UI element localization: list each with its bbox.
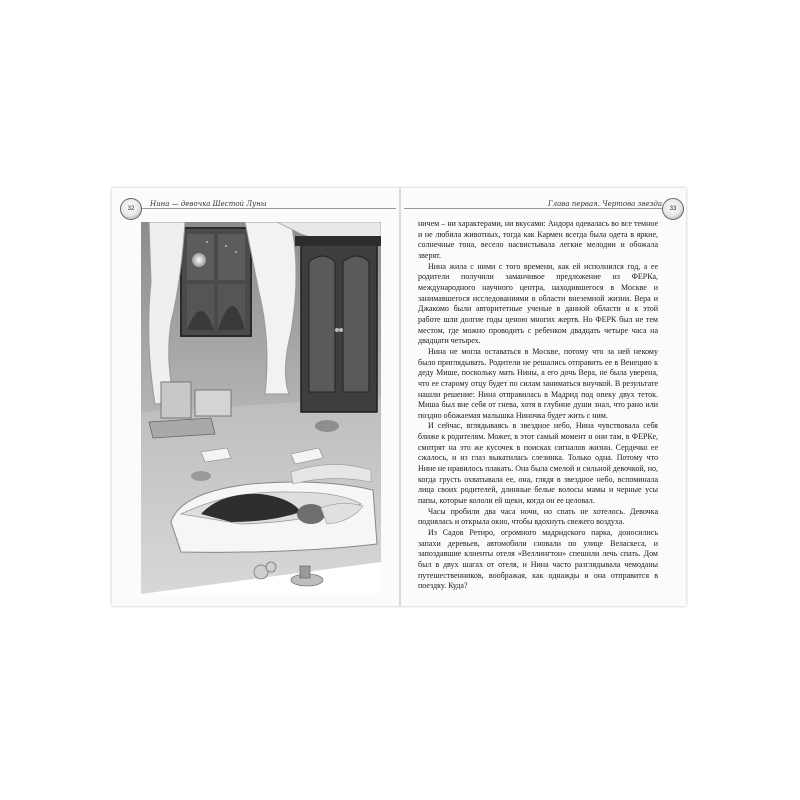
wardrobe bbox=[295, 236, 381, 412]
right-page-text bbox=[418, 219, 658, 599]
book-gutter bbox=[399, 188, 401, 606]
window bbox=[181, 228, 251, 336]
girl-head bbox=[297, 504, 325, 524]
right-running-head: Глава первая. Чертова звезда bbox=[548, 200, 663, 208]
paragraph: Нина жила с ними с того времени, как ей исполнился год, а ее родители получили заманчивое предложение из ФЕРКа, международного научного центра, находившегося в Москве и занимавшегося исследованиями в области внеземной жизни. Вера и Джакомо были авторитетные ученые в данной области и к этой работе шли долгие годы ценою многих жертв. Но ФЕРК был не тем местом, где можно проводить с ребенком двадцать четыре часа на двадцати четырех. bbox=[418, 261, 658, 346]
left-running-head: Нина — девочка Шестой Луны bbox=[150, 200, 267, 208]
paragraph: ничем – ни характерами, ни вкусами: Андора одевалась во все темное и не любила животных, тогда как Кармен всегда была одета в яркие, солнечные тона, весело насвистывала легкие мелодии и обожала зверят. bbox=[418, 219, 658, 260]
bedroom-illustration bbox=[141, 222, 381, 594]
left-header-rule bbox=[130, 208, 396, 209]
paragraph: И сейчас, вглядываясь в звездное небо, Нина чувствовала себя ближе к родителям. Может, в этот самый момент и они там, в ФЕРКе, смотрят на это же кусочек в поисках сигналов жизни. Сердечко ее сжалось, и из глаз выкатилась слезинка. Только одна. Потому что Нине не нравилось плакать. Она была смелой и сильной девочкой, но, когда грусть охватывала ее, она, глядя в звездное небо, вспоминала лица своих родителей, длинные белые волосы мамы и черные усы папы, которые кололи ей щеки, когда он ее целовал. bbox=[418, 421, 658, 506]
paragraph: Из Садов Ретиро, огромного мадридского парка, доносились запахи деревьев, автомобили сновали по улице Веласкеса, и запоздавшие клиенты отеля «Веллингтон» спешили лечь спать. Дом был в двух шагах от отеля, и Нина часто разглядывала чемоданы путешественников, воображая, как однажды и она отправится в поездку. Куда? bbox=[418, 528, 658, 591]
moon-icon bbox=[192, 253, 206, 267]
right-page-number: 33 bbox=[662, 198, 684, 220]
paragraph: Нина не могла оставаться в Москве, потому что за ней некому было приглядывать. Родители не решались отправить ее в Венецию к деду Мише, поскольку мать Нины, а его дочь Вера, не была уверена, что ее старому отцу будет по силам заниматься внучкой. В результате нашли решение: Нина отправилась в Мадрид под опеку двух теток. Миша был вне себя от гнева, хотя в глубине души знал, что рано или поздно обожаемая малышка Ниночка будет жить с ним. bbox=[418, 346, 658, 420]
left-page-number: 32 bbox=[120, 198, 142, 220]
right-header-rule bbox=[404, 208, 668, 209]
paragraph: Часы пробили два часа ночи, но спать не хотелось. Девочка поднялась и открыла окно, чтобы вдохнуть свежего воздуха. bbox=[418, 506, 658, 527]
